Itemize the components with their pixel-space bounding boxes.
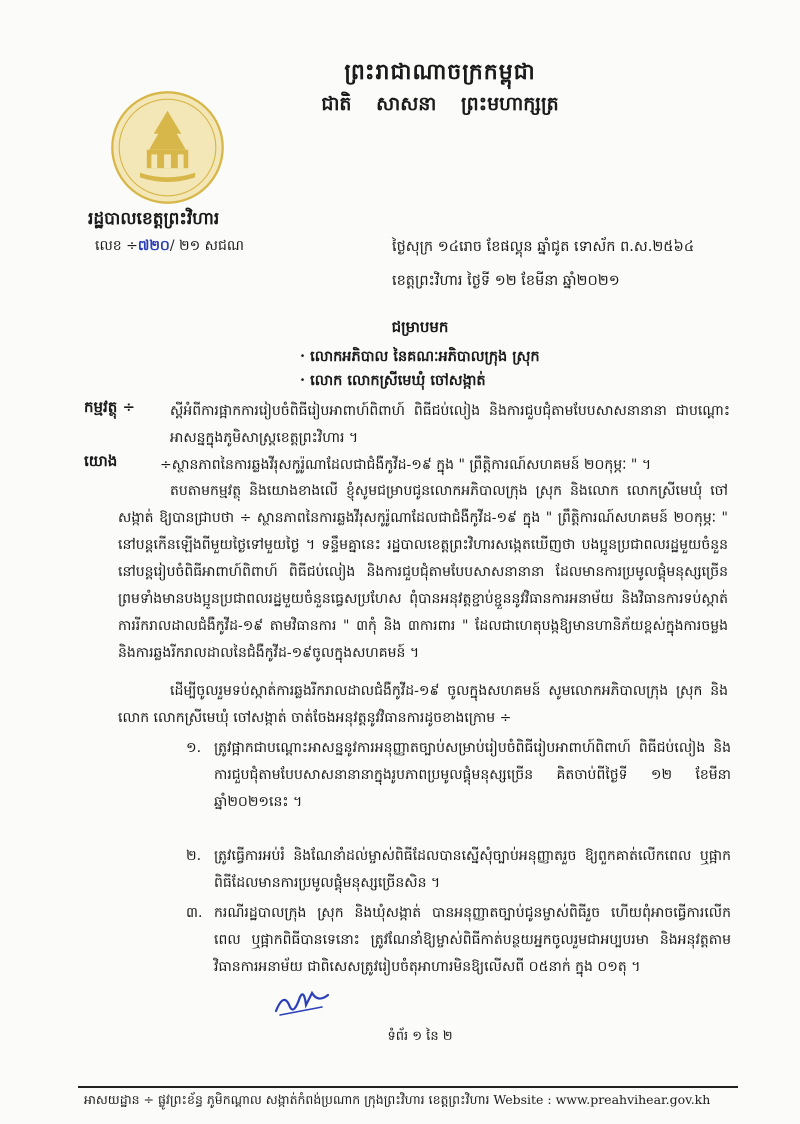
recipient-commune-chiefs: · លោក លោកស្រីមេឃុំ ចៅសង្កាត់	[300, 372, 486, 389]
ref-suffix: / ២១ សជណ	[169, 238, 244, 254]
list-item	[186, 843, 731, 897]
handwritten-signature	[272, 985, 332, 1019]
recipient-governors: · លោកអភិបាល នៃគណៈអភិបាលក្រុង ស្រុក	[300, 348, 540, 365]
page-number: ទំព័រ ១ នៃ ២	[387, 1029, 453, 1044]
ref-handwritten-number: ៧២០	[137, 238, 170, 254]
ref-prefix: លេខ ÷	[95, 238, 138, 254]
item-number: ៣.	[186, 905, 203, 921]
lunar-date: ថ្ងៃសុក្រ ១៤រោច ខែផល្គុន ឆ្នាំជូត ទោស័ក ព.ស.២៥៦៤	[392, 239, 695, 255]
kingdom-title: ព្រះរាជាណាចក្រកម្ពុជា	[344, 59, 536, 85]
body-paragraph: ដើម្បីចូលរួមទប់ស្កាត់ការឆ្លងរីករាលដាលជំងឺកូវីដ-១៩ ចូលក្នុងសហគមន៍ សូមលោកអភិបាលក្រុង ស្រុក និងលោក លោកស្រីមេឃុំ ចៅសង្កាត់ ចាត់ចែងអនុវត្តនូវវិធានការដូចខាងក្រោម ÷	[118, 683, 728, 726]
item-number: ១.	[186, 740, 202, 756]
item-text: ករណីរដ្ឋបាលក្រុង ស្រុក និងឃុំសង្កាត់ បានអនុញ្ញាតច្បាប់ជូនម្ចាស់ពិធីរួច ហើយពុំអាចធ្វើការលើកពេល ឬផ្អាកពិធីបានទេនោះ ត្រូវណែនាំឱ្យម្ចាស់ពិធីកាត់បន្ថយអ្នកចូលរួមជាអប្បបរមា និងអនុវត្តតាមវិធានការអនាម័យ ជាពិសេសត្រូវរៀបចំតុអាហារមិនឱ្យលើសពី ០៥នាក់ ក្នុង ០១តុ ។	[214, 905, 731, 975]
body-paragraph: តបតាមកម្មវត្ថុ និងយោងខាងលើ ខ្ញុំសូមជម្រាបជូនលោកអភិបាលក្រុង ស្រុក និងលោក លោកស្រីមេឃុំ ចៅសង្កាត់ ឱ្យបានជ្រាបថា ÷ ស្ថានភាពនៃការឆ្លងវីរុសកូរ៉ូណាដែលជាជំងឺកូវីដ-១៩ ក្នុង " ព្រឹត្តិការណ៍សហគមន៍ ២០កុម្ភៈ " នៅបន្តកើនឡើងពីមួយថ្ងៃទៅមួយថ្ងៃ ។ ទន្ទឹមគ្នានេះ រដ្ឋបាលខេត្តព្រះវិហារសង្កេតឃើញថា បងប្អូនប្រជាពលរដ្ឋមួយចំនួននៅបន្តរៀបចំពិធីអាពាហ៍ពិពាហ៍ ពិធីជប់លៀង និងការជួបជុំតាមបែបសាសនានានា ដែលមានការប្រមូលផ្តុំមនុស្សច្រើន ព្រមទាំងមានបងប្អូនប្រជាពលរដ្ឋមួយចំនួនធ្វេសប្រហែស ពុំបានអនុវត្តខ្ជាប់ខ្ជួននូវវិធានការអនាម័យ និងវិធានការទប់ស្កាត់ការរីករាលដាលជំងឺកូវីដ-១៩ តាមវិធានការ " ៣កុំ និង ៣ការពារ " ដែលជាហេតុបង្កឱ្យមានហានិភ័យខ្ពស់ក្នុងការចម្លង និងការឆ្លងរីករាលដាលនៃជំងឺកូវីដ-១៩ចូលក្នុងសហគមន៍ ។	[118, 483, 728, 661]
salutation: ជម្រាបមក	[391, 318, 449, 336]
issuing-authority: រដ្ឋបាលខេត្តព្រះវិហារ	[88, 209, 220, 229]
list-item	[186, 735, 731, 816]
footer-address: អាសយដ្ឋាន ÷ ផ្លូវព្រះខ័ន្ធ ភូមិកណ្តាល សង្កាត់កំពង់ប្រណាក ក្រុងព្រះវិហារ ខេត្តព្រះវិហារ Website : www.preahvihear.gov.kh	[84, 1092, 711, 1107]
provincial-seal-logo	[110, 90, 225, 205]
item-number: ២.	[186, 848, 202, 864]
item-text: ត្រូវធ្វើការអប់រំ និងណែនាំដល់ម្ចាស់ពិធីដែលបានស្នើសុំច្បាប់អនុញ្ញាតរួច ឱ្យពួកគាត់លើកពេល ឬផ្អាកពិធីដែលមានការប្រមូលផ្តុំមនុស្សច្រើនសិន ។	[214, 848, 731, 891]
subject-text: ស្តីអំពីការផ្អាកការរៀបចំពិធីរៀបអាពាហ៍ពិពាហ៍ ពិធីជប់លៀង និងការជួបជុំតាមបែបសាសនានានា ជាបណ្តោះអាសន្នក្នុងភូមិសាស្ត្រខេត្តព្រះវិហារ ។	[170, 403, 730, 446]
reference-text: ÷ស្ថានភាពនៃការឆ្លងវីរុសកូរ៉ូណាដែលជាជំងឺកូវីដ-១៩ ក្នុង " ព្រឹត្តិការណ៍សហគមន៍ ២០កុម្ភៈ " ។	[160, 457, 652, 473]
reference-number	[95, 236, 244, 257]
subject-label: កម្មវត្ថុ ÷	[84, 398, 136, 416]
list-item	[186, 900, 731, 981]
national-motto: ជាតិ សាសនា ព្រះមហាក្សត្រ	[321, 93, 559, 115]
solar-date: ខេត្តព្រះវិហារ ថ្ងៃទី ១២ ខែមីនា ឆ្នាំ២០២១	[392, 273, 620, 289]
footer-divider	[78, 1086, 738, 1088]
item-text: ត្រូវផ្អាកជាបណ្តោះអាសន្ននូវការអនុញ្ញាតច្បាប់សម្រាប់រៀបចំពិធីរៀបអាពាហ៍ពិពាហ៍ ពិធីជប់លៀង និងការជួបជុំតាមបែបសាសនានានាក្នុងរូបភាពប្រមូលផ្តុំមនុស្សច្រើន គិតចាប់ពីថ្ងៃទី ១២ ខែមីនា ឆ្នាំ២០២១នេះ ។	[214, 740, 731, 810]
reference-label: យោង	[84, 452, 118, 470]
